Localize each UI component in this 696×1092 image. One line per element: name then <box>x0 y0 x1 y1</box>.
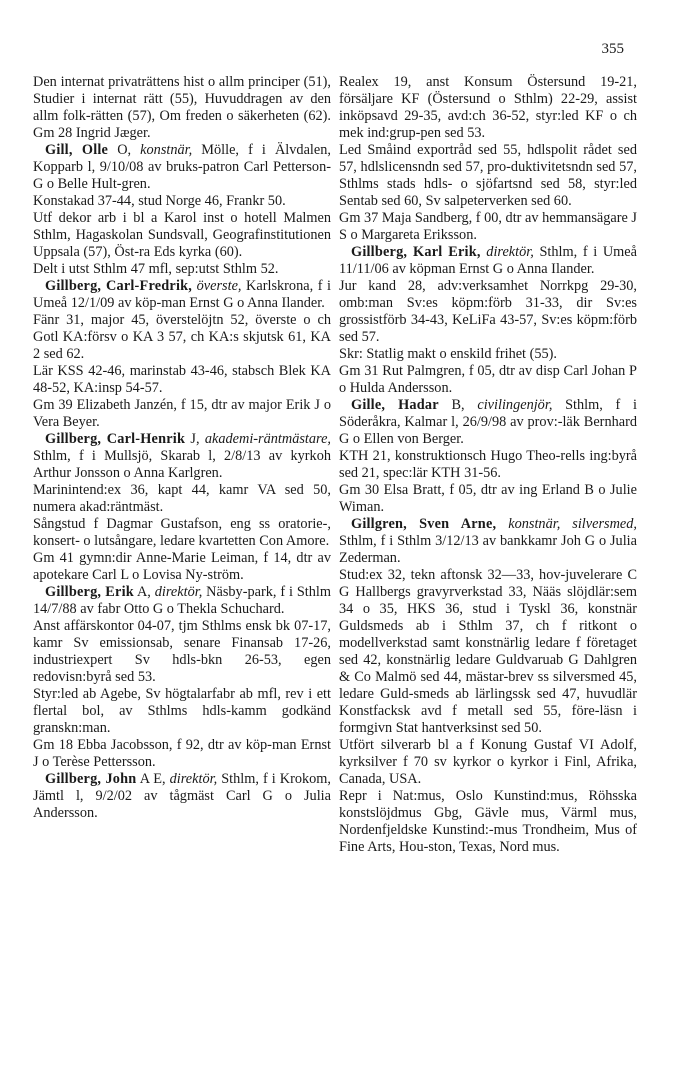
entry-text: Sthlm, f i Krokom, Jämtl l, 9/2/02 av tågmäst Carl G o Julia Andersson. <box>33 771 331 821</box>
entry-occupation: civilingenjör, <box>477 397 553 413</box>
entry-initials: O, <box>108 142 141 158</box>
biography-entry <box>339 244 637 278</box>
entry-name: Gillberg, Erik <box>45 584 134 600</box>
entry-paragraph: Konstakad 37-44, stud Norge 46, Frankr 50. <box>33 193 286 209</box>
biography-entry <box>33 771 331 822</box>
right-column <box>339 74 637 1074</box>
entry-initials <box>496 516 508 532</box>
entry-paragraph: Gm 37 Maja Sandberg, f 00, dtr av hemmansägare J S o Margareta Eriksson. <box>339 210 637 243</box>
biography-entry <box>33 278 331 312</box>
entry-paragraph: Gm 30 Elsa Bratt, f 05, dtr av ing Erland B o Julie Wiman. <box>339 482 637 515</box>
entry-paragraph: Led Småind exportråd sed 55, hdlspolit rådet sed 57, hdlslicensndn sed 57, pro-duktivitetsndn sed 57, Sthlms stads hdls- o sjöfartsnd sed 58, styr:led Sentab sed 60, Sv salpeterverken sed 60. <box>339 142 637 209</box>
entry-initials: A, <box>133 584 155 600</box>
entry-text: Sthlm, f i Umeå 11/11/06 av köpman Ernst G o Anna Ilander. <box>339 244 637 277</box>
entry-name: Gillgren, Sven Arne, <box>351 516 497 532</box>
page-number: 355 <box>601 41 624 57</box>
entry-occupation: direktör, <box>154 584 203 600</box>
entry-text: Näsby-park, f i Sthlm 14/7/88 av fabr Otto G o Thekla Schuchard. <box>33 584 331 617</box>
entry-paragraph: Gm 31 Rut Palmgren, f 05, dtr av disp Carl Johan P o Hulda Andersson. <box>339 363 637 396</box>
entry-occupation: akademi-räntmästare, <box>204 431 331 447</box>
entry-paragraph: Gm 18 Ebba Jacobsson, f 92, dtr av köp-man Ernst J o Terèse Pettersson. <box>33 737 331 770</box>
entry-text: Sthlm, f i Mullsjö, Skarab l, 2/8/13 av kyrkoh Arthur Jonsson o Anna Karlgren. <box>33 448 331 481</box>
entry-paragraph: Styr:led ab Agebe, Sv högtalarfabr ab mfl, rev i ett flertal bol, av Sthlms hdls-kamm godkänd granskn:man. <box>33 686 331 736</box>
biography-entry <box>33 142 331 193</box>
entry-paragraph: Delt i utst Sthlm 47 mfl, sep:utst Sthlm 52. <box>33 261 279 277</box>
left-column <box>33 74 331 1074</box>
entry-occupation: konstnär, <box>140 142 193 158</box>
entry-paragraph: Stud:ex 32, tekn aftonsk 32—33, hov-juvelerare C G Hallbergs gravyrverkstad 33, Nääs slöjdlär:sem 34 o 35, HKS 36, stud i Tyskl 36, konstnär Guldsmeds ab i Sthlm 37, ch f ritkont o modellverkstad samt konstnärlig ledare f företaget sed 42, konstnärlig ledare Guldvaruab G Dahlgren & Co Malmö sed 44, mästar-brev ss silversmed 45, ledare Guld-smeds ab lärlingssk sed 47, huvudlär Konstfacksk avd f metall sed 55, före-läsn i formgivn Stat hantverksinst sed 50. <box>339 567 637 736</box>
entry-initials: J, <box>185 431 205 447</box>
entry-paragraph: Marinintend:ex 36, kapt 44, kamr VA sed 50, numera akad:räntmäst. <box>33 482 331 515</box>
biography-entry <box>33 431 331 482</box>
entry-name: Gillberg, Karl Erik, <box>351 244 481 260</box>
entry-text: Sthlm, f i Sthlm 3/12/13 av bankkamr Joh G o Julia Zederman. <box>339 533 637 566</box>
entry-paragraph: Anst affärskontor 04-07, tjm Sthlms ensk bk 07-17, kamr Sv emissionsab, senare Finansab 17-26, industriexpert Sv hdls-bkn 26-53, egen redovisn:byrå sed 53. <box>33 618 331 685</box>
entry-name: Gillberg, John <box>45 771 137 787</box>
entry-paragraph: Gm 39 Elizabeth Janzén, f 15, dtr av major Erik J o Vera Beyer. <box>33 397 331 430</box>
entry-name: Gillberg, Carl-Fredrik, <box>45 278 193 294</box>
entry-paragraph: Lär KSS 42-46, marinstab 43-46, stabsch Blek KA 48-52, KA:insp 54-57. <box>33 363 331 396</box>
biography-entry <box>33 584 331 618</box>
entry-paragraph: Sångstud f Dagmar Gustafson, eng ss oratorie-, konsert- o lutsångare, ledare kvartetten Con Amore. <box>33 516 331 549</box>
entry-name: Gill, Olle <box>45 142 109 158</box>
entry-occupation: överste, <box>196 278 242 294</box>
entry-paragraph: Fänr 31, major 45, överstelöjtn 52, överste o ch Gotl KA:försv o KA 3 57, ch KA:s skjutsk 61, KA 2 sed 62. <box>33 312 331 362</box>
entry-paragraph: KTH 21, konstruktionsch Hugo Theo-rells ing:byrå sed 21, spec:lär KTH 31-56. <box>339 448 637 481</box>
entry-name: Gillberg, Carl-Henrik <box>45 431 186 447</box>
entry-occupation: direktör, <box>169 771 218 787</box>
entry-paragraph: Jur kand 28, adv:verksamhet Norrkpg 29-30, omb:man Sv:es köpm:förb 31-33, dir Sv:es grossistförb 34-43, KeLiFa 43-57, Sv:es köpm:förb sed 57. <box>339 278 637 345</box>
entry-paragraph: Gm 41 gymn:dir Anne-Marie Leiman, f 14, dtr av apotekare Carl L o Lovisa Ny-ström. <box>33 550 331 583</box>
entry-text: Mölle, f i Älvdalen, Kopparb l, 9/10/08 av bruks-patron Carl Petterson-G o Belle Hult-gren. <box>33 142 331 192</box>
entry-text: Sthlm, f i Söderåkra, Kalmar l, 26/9/98 av prov:-läk Bernhard G o Ellen von Berger. <box>339 397 637 447</box>
entry-initials: A E, <box>136 771 170 787</box>
entry-occupation: direktör, <box>486 244 534 260</box>
entry-initials: B, <box>438 397 478 413</box>
entry-paragraph: Utf dekor arb i bl a Karol inst o hotell Malmen Sthlm, Hagaskolan Sundsvall, Geografinstitutionen Uppsala (57), Öst-ra Eds kyrka (60). <box>33 210 331 260</box>
biography-entry <box>339 397 637 448</box>
entry-paragraph: Realex 19, anst Konsum Östersund 19-21, försäljare KF (Östersund o Sthlm) 22-29, assist inköpsavd 29-35, avd:ch 36-52, styr:led KF o ch mek ind:grup-pen sed 53. <box>339 74 637 141</box>
entry-text: Karlskrona, f i Umeå 12/1/09 av köp-man Ernst G o Anna Ilander. <box>33 278 331 311</box>
entry-occupation: konstnär, silversmed, <box>508 516 637 532</box>
entry-name: Gille, Hadar <box>351 397 439 413</box>
entry-paragraph: Repr i Nat:mus, Oslo Kunstind:mus, Röhsska konstslöjdmus Gbg, Gävle mus, Värml mus, Nordenfjeldske Kunstind:-mus Trondheim, Mus of Fine Arts, Hou-ston, Texas, Nord mus. <box>339 788 637 855</box>
entry-paragraph: Skr: Statlig makt o enskild frihet (55). <box>339 346 557 362</box>
entry-paragraph: Den internat privaträttens hist o allm principer (51), Studier i internat rätt (55), Huvuddragen av den allm folk-rätten (57), Om freden o säkerheten (62). Gm 28 Ingrid Jæger. <box>33 74 331 141</box>
entry-paragraph: Utfört silverarb bl a f Konung Gustaf VI Adolf, kyrksilver f 70 sv kyrkor o kyrkor i Finl, Afrika, Canada, USA. <box>339 737 637 787</box>
biography-entry <box>339 516 637 567</box>
